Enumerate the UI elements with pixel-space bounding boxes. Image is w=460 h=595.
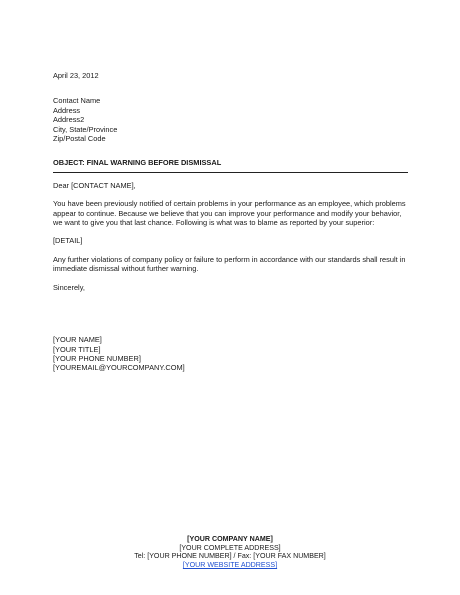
recipient-city-state: City, State/Province [53,124,118,134]
letter-salutation: Dear [CONTACT NAME], [53,180,136,190]
letter-object-heading: OBJECT: FINAL WARNING BEFORE DISMISSAL [53,158,408,172]
footer-company-name: [YOUR COMPANY NAME] [187,535,273,543]
letter-footer [0,535,460,570]
letter-paragraph-1: You have been previously notified of certain problems in your performance as an employee, which problems appear to continue. Because we believe that you can improve your performance and modify your behavior, we want to give you that last chance. Following is what was to blame as reported by your superior: [53,199,406,228]
sender-name: [YOUR NAME] [53,335,102,345]
footer-address: [YOUR COMPLETE ADDRESS] [179,543,281,552]
recipient-contact-name: Contact Name [53,96,101,106]
letter-paragraph-2: Any further violations of company policy or failure to perform in accordance with our standards shall result in immediate dismissal without further warning. [53,254,406,274]
footer-contact: Tel: [YOUR PHONE NUMBER] / Fax: [YOUR FAX NUMBER] [134,552,326,561]
recipient-address-line1: Address [53,105,81,115]
letter-detail: [DETAIL] [53,236,83,246]
letter-date: April 23, 2012 [53,71,99,80]
sender-title: [YOUR TITLE] [53,344,101,354]
recipient-address-line2: Address2 [53,115,85,125]
letter-body [53,71,408,373]
sender-email: [YOUREMAIL@YOURCOMPANY.COM] [53,363,185,373]
signature-space [53,301,408,335]
recipient-address [53,96,408,143]
recipient-zip: Zip/Postal Code [53,134,106,144]
sender-block [53,335,408,373]
footer-website-link[interactable]: [YOUR WEBSITE ADDRESS] [182,561,278,570]
sender-phone: [YOUR PHONE NUMBER] [53,353,141,363]
letter-closing: Sincerely, [53,282,85,292]
